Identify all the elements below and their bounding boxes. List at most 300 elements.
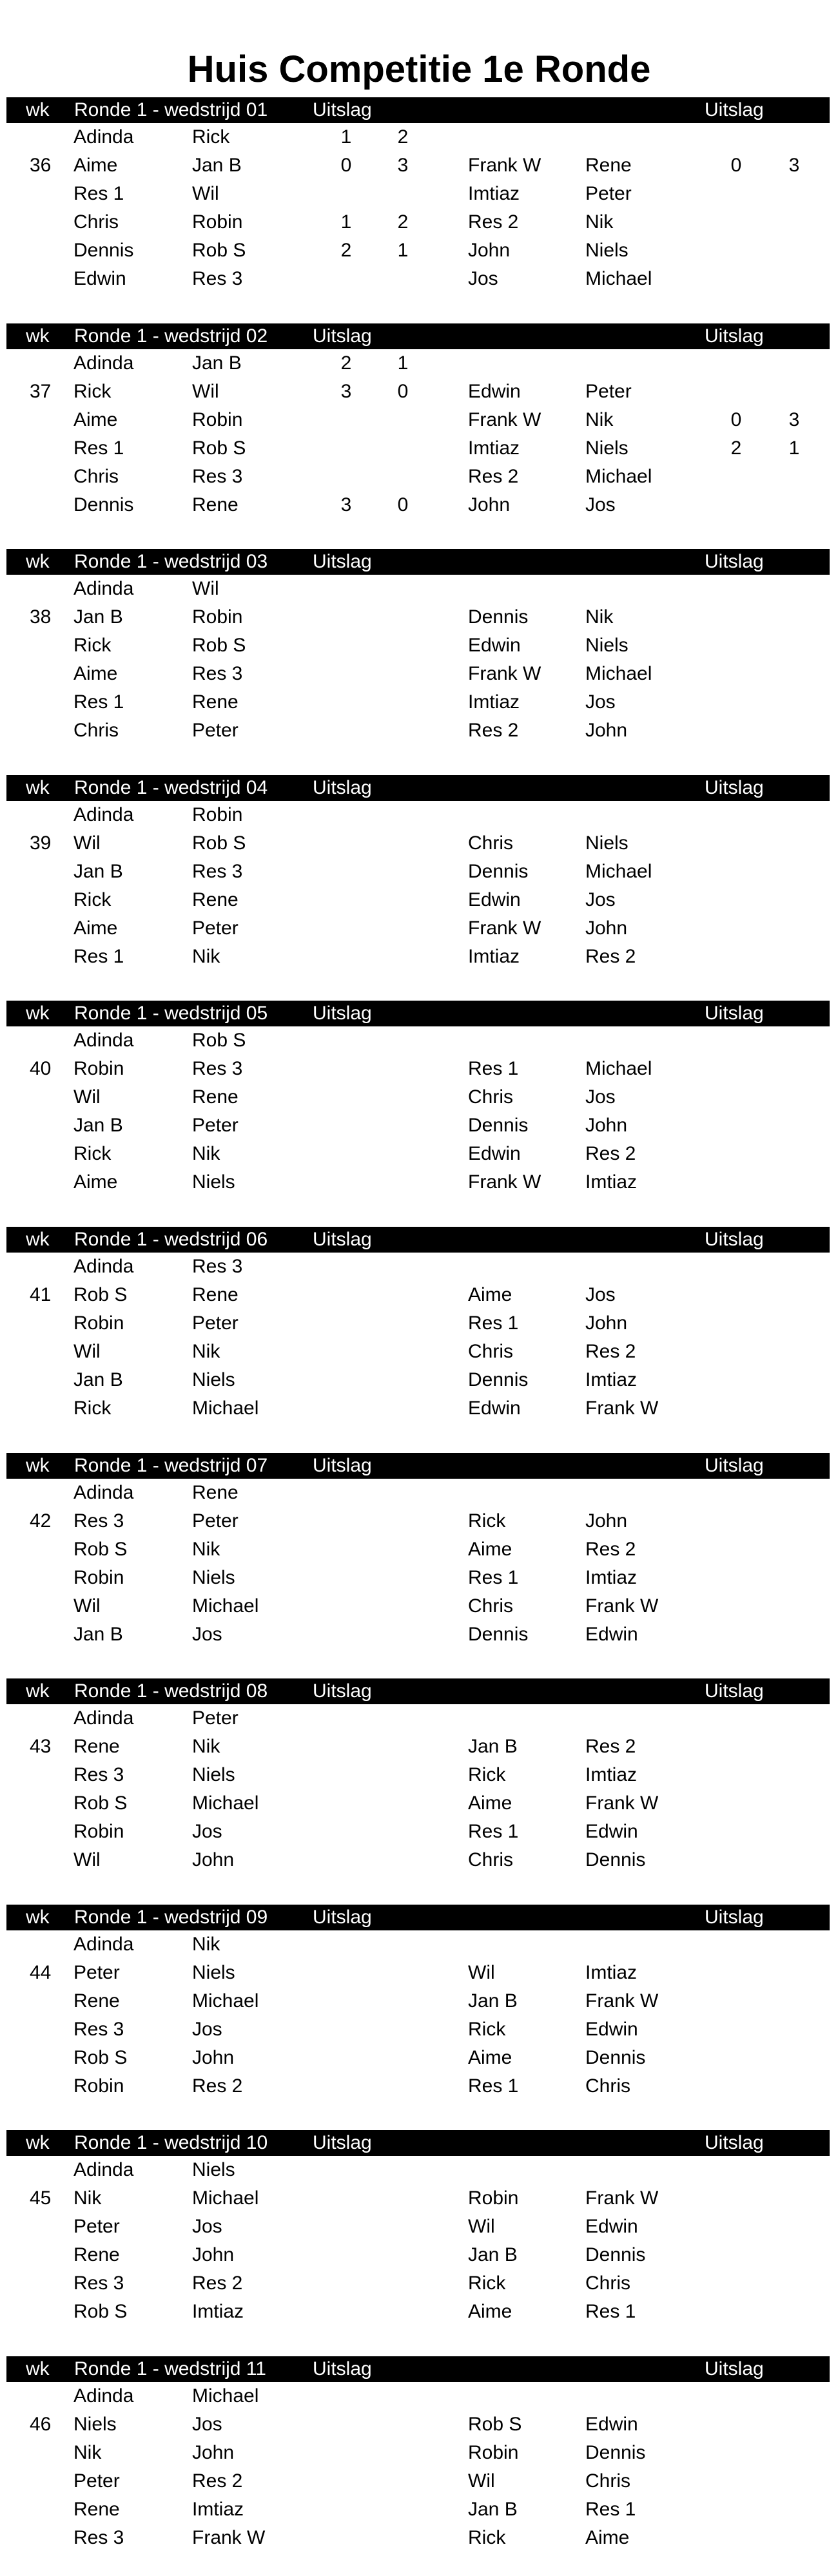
away-player-1: Nik	[192, 1341, 220, 1362]
away-player-1: Michael	[192, 1398, 259, 1419]
week-column-label: wk	[26, 1003, 50, 1024]
away-player-2: Jos	[585, 1284, 616, 1305]
home-player-2: Imtiaz	[468, 183, 520, 204]
week-column-label: wk	[26, 1906, 50, 1928]
match-row	[0, 1111, 838, 1140]
match-row	[0, 2410, 838, 2439]
round-title: Ronde 1 - wedstrijd 01	[74, 99, 268, 120]
home-player-1: Jan B	[73, 1115, 123, 1137]
home-player-1: Robin	[73, 1566, 124, 1588]
home-player-1: Chris	[73, 465, 119, 487]
match-row	[0, 2298, 838, 2326]
match-row	[0, 1704, 838, 1733]
away-player-1: Rob S	[192, 635, 246, 657]
away-player-1: Michael	[192, 1990, 259, 2012]
away-player-1: Jan B	[192, 352, 242, 374]
home-player-2: Dennis	[468, 860, 529, 882]
round-header	[6, 775, 830, 801]
away-player-2: Edwin	[585, 2018, 638, 2040]
week-number: 43	[30, 1736, 52, 1758]
away-player-1: Rene	[192, 1086, 239, 1108]
away-player-1: Robin	[192, 606, 243, 628]
match-row	[0, 1592, 838, 1620]
match-row	[0, 1535, 838, 1564]
away-player-2: Nik	[585, 211, 614, 233]
home-player-1: Rick	[73, 380, 112, 402]
match-row	[0, 180, 838, 208]
round-header	[6, 2356, 830, 2382]
round-block	[0, 2130, 838, 2350]
match-row	[0, 1620, 838, 1649]
result-label: Uitslag	[313, 1229, 372, 1250]
home-player-2: Rick	[468, 1510, 506, 1532]
away-player-2: Dennis	[585, 1849, 646, 1871]
home-player-2: Res 1	[468, 1821, 519, 1843]
home-player-2: Res 2	[468, 720, 519, 742]
away-player-2: Chris	[585, 2075, 631, 2097]
home-player-1: Res 1	[73, 691, 124, 713]
away-player-2: Jos	[585, 889, 616, 910]
week-column-label: wk	[26, 1454, 50, 1476]
home-player-2: Res 1	[468, 1058, 519, 1080]
score-home-2: 0	[730, 155, 742, 176]
result-label: Uitslag	[313, 1003, 372, 1024]
home-player-2: Chris	[468, 832, 514, 854]
away-player-1: Niels	[192, 1764, 235, 1786]
round-block	[0, 549, 838, 769]
match-row	[0, 349, 838, 378]
home-player-1: Aime	[73, 917, 118, 939]
home-player-2: Aime	[468, 1538, 512, 1560]
match-row	[0, 2439, 838, 2467]
home-player-2: John	[468, 494, 511, 515]
home-player-2: Dennis	[468, 1623, 529, 1645]
home-player-2: Dennis	[468, 1369, 529, 1390]
home-player-1: Adinda	[73, 578, 134, 600]
away-player-1: Res 3	[192, 465, 243, 487]
home-player-2: Res 2	[468, 465, 519, 487]
home-player-1: Res 3	[73, 2273, 124, 2294]
result-label: Uitslag	[705, 2132, 764, 2154]
result-label: Uitslag	[705, 325, 764, 347]
home-player-2: Rick	[468, 2273, 506, 2294]
round-title: Ronde 1 - wedstrijd 08	[74, 1680, 268, 1702]
home-player-1: Peter	[73, 2470, 120, 2492]
home-player-2: John	[468, 240, 511, 261]
round-title: Ronde 1 - wedstrijd 10	[74, 2132, 268, 2154]
result-label: Uitslag	[705, 776, 764, 798]
round-header	[6, 1453, 830, 1479]
away-player-1: Peter	[192, 1312, 239, 1334]
match-row	[0, 1959, 838, 1987]
week-number: 36	[30, 155, 52, 176]
away-player-2: Imtiaz	[585, 1171, 638, 1193]
match-row	[0, 265, 838, 293]
away-player-2: Edwin	[585, 2414, 638, 2435]
home-player-1: Rob S	[73, 1538, 128, 1560]
week-column-label: wk	[26, 2132, 50, 2154]
match-row	[0, 1507, 838, 1535]
match-row	[0, 1281, 838, 1309]
result-label: Uitslag	[313, 1454, 372, 1476]
away-player-2: Frank W	[585, 2187, 659, 2209]
round-block	[0, 775, 838, 995]
home-player-1: Adinda	[73, 352, 134, 374]
result-label: Uitslag	[705, 551, 764, 573]
away-player-1: Niels	[192, 2159, 235, 2181]
home-player-2: Wil	[468, 1961, 495, 1983]
home-player-2: Chris	[468, 1595, 514, 1617]
round-title: Ronde 1 - wedstrijd 09	[74, 1906, 268, 1928]
match-row	[0, 943, 838, 971]
match-row	[0, 2269, 838, 2298]
match-row	[0, 1253, 838, 1281]
home-player-2: Rick	[468, 1764, 506, 1786]
home-player-1: Niels	[73, 2414, 117, 2435]
result-label: Uitslag	[705, 99, 764, 120]
away-player-2: Edwin	[585, 1623, 638, 1645]
home-player-1: Chris	[73, 720, 119, 742]
away-player-1: Michael	[192, 1793, 259, 1814]
home-player-2: Rick	[468, 2527, 506, 2548]
away-player-1: Niels	[192, 1171, 235, 1193]
page-title: Huis Competitie 1e Ronde	[187, 48, 651, 90]
away-player-2: Frank W	[585, 1595, 659, 1617]
round-title: Ronde 1 - wedstrijd 02	[74, 325, 268, 347]
away-player-1: Res 3	[192, 268, 243, 289]
home-player-1: Rob S	[73, 2301, 128, 2323]
home-player-2: Chris	[468, 1849, 514, 1871]
home-player-2: Edwin	[468, 635, 521, 657]
home-player-1: Rick	[73, 889, 112, 910]
match-row	[0, 434, 838, 463]
home-player-1: Res 3	[73, 2527, 124, 2548]
home-player-2: Res 1	[468, 1312, 519, 1334]
result-label: Uitslag	[313, 1906, 372, 1928]
match-row	[0, 914, 838, 943]
home-player-1: Adinda	[73, 2159, 134, 2181]
away-player-2: Jos	[585, 494, 616, 515]
home-player-1: Jan B	[73, 606, 123, 628]
away-player-1: Res 2	[192, 2075, 243, 2097]
round-block	[0, 97, 838, 317]
away-player-2: Frank W	[585, 1398, 659, 1419]
home-player-1: Rob S	[73, 2046, 128, 2068]
away-player-1: Rob S	[192, 437, 246, 459]
away-player-1: Nik	[192, 1933, 220, 1955]
match-row	[0, 2156, 838, 2184]
away-player-2: Michael	[585, 860, 652, 882]
home-player-2: Chris	[468, 1086, 514, 1108]
home-player-1: Wil	[73, 832, 101, 854]
match-row	[0, 1366, 838, 1394]
away-player-2: Nik	[585, 409, 614, 430]
home-player-1: Robin	[73, 1312, 124, 1334]
match-row	[0, 1140, 838, 1168]
score-away-1: 1	[397, 240, 409, 261]
home-player-2: Imtiaz	[468, 437, 520, 459]
home-player-1: Rick	[73, 1398, 112, 1419]
match-row	[0, 378, 838, 406]
away-player-1: Nik	[192, 1736, 220, 1758]
match-row	[0, 801, 838, 829]
home-player-2: Edwin	[468, 380, 521, 402]
away-player-1: Robin	[192, 803, 243, 825]
match-row	[0, 236, 838, 265]
away-player-2: Imtiaz	[585, 1764, 638, 1786]
match-row	[0, 1338, 838, 1366]
round-block	[0, 1001, 838, 1220]
away-player-1: Rene	[192, 691, 239, 713]
match-row	[0, 1761, 838, 1789]
result-label: Uitslag	[705, 1680, 764, 1702]
away-player-2: Niels	[585, 635, 628, 657]
home-player-1: Adinda	[73, 2385, 134, 2407]
result-label: Uitslag	[313, 2358, 372, 2379]
away-player-2: Aime	[585, 2527, 630, 2548]
away-player-1: John	[192, 2442, 235, 2463]
match-row	[0, 151, 838, 180]
week-number: 39	[30, 832, 52, 854]
round-block	[0, 1905, 838, 2124]
match-row	[0, 2382, 838, 2410]
away-player-1: Jan B	[192, 155, 242, 176]
away-player-1: Wil	[192, 380, 219, 402]
home-player-1: Wil	[73, 1849, 101, 1871]
away-player-2: Imtiaz	[585, 1369, 638, 1390]
away-player-1: Nik	[192, 1143, 220, 1165]
away-player-2: Chris	[585, 2470, 631, 2492]
home-player-2: Edwin	[468, 1143, 521, 1165]
home-player-1: Aime	[73, 155, 118, 176]
away-player-1: Wil	[192, 578, 219, 600]
match-row	[0, 2072, 838, 2100]
score-away-1: 1	[397, 352, 409, 374]
week-column-label: wk	[26, 2358, 50, 2379]
home-player-1: Res 1	[73, 945, 124, 967]
home-player-2: Jos	[468, 268, 498, 289]
away-player-1: Imtiaz	[192, 2301, 244, 2323]
away-player-2: Niels	[585, 437, 628, 459]
home-player-1: Wil	[73, 1595, 101, 1617]
home-player-1: Adinda	[73, 1933, 134, 1955]
home-player-1: Adinda	[73, 803, 134, 825]
match-row	[0, 1168, 838, 1197]
away-player-1: Rick	[192, 126, 230, 148]
away-player-2: Niels	[585, 240, 628, 261]
score-away-1: 2	[397, 211, 409, 233]
round-title: Ronde 1 - wedstrijd 11	[74, 2358, 266, 2379]
away-player-1: Jos	[192, 2414, 222, 2435]
away-player-2: John	[585, 1115, 628, 1137]
result-label: Uitslag	[705, 1229, 764, 1250]
home-player-2: Frank W	[468, 1171, 541, 1193]
match-row	[0, 2495, 838, 2524]
home-player-1: Aime	[73, 1171, 118, 1193]
away-player-2: Michael	[585, 663, 652, 685]
away-player-2: Jos	[585, 1086, 616, 1108]
home-player-2: Res 1	[468, 2075, 519, 2097]
away-player-2: Michael	[585, 1058, 652, 1080]
home-player-1: Res 1	[73, 437, 124, 459]
result-label: Uitslag	[705, 1454, 764, 1476]
week-number: 40	[30, 1058, 52, 1080]
result-label: Uitslag	[313, 99, 372, 120]
away-player-1: Rob S	[192, 240, 246, 261]
match-row	[0, 886, 838, 914]
result-label: Uitslag	[705, 1003, 764, 1024]
away-player-1: Niels	[192, 1961, 235, 1983]
result-label: Uitslag	[313, 2132, 372, 2154]
away-player-1: Res 2	[192, 2273, 243, 2294]
away-player-1: Michael	[192, 2187, 259, 2209]
week-number: 42	[30, 1510, 52, 1532]
home-player-1: Aime	[73, 409, 118, 430]
match-row	[0, 463, 838, 491]
week-column-label: wk	[26, 551, 50, 573]
round-title: Ronde 1 - wedstrijd 05	[74, 1003, 268, 1024]
score-home-1: 3	[340, 494, 352, 515]
match-row	[0, 2524, 838, 2552]
home-player-1: Rene	[73, 1736, 120, 1758]
home-player-2: Res 1	[468, 1566, 519, 1588]
away-player-1: Res 3	[192, 1058, 243, 1080]
home-player-1: Rene	[73, 2244, 120, 2266]
away-player-1: Imtiaz	[192, 2499, 244, 2520]
week-column-label: wk	[26, 99, 50, 120]
away-player-1: Rob S	[192, 832, 246, 854]
match-row	[0, 1789, 838, 1818]
round-header	[6, 1905, 830, 1930]
away-player-1: John	[192, 1849, 235, 1871]
round-title: Ronde 1 - wedstrijd 06	[74, 1229, 268, 1250]
week-column-label: wk	[26, 325, 50, 347]
score-away-1: 2	[397, 126, 409, 148]
away-player-2: Res 2	[585, 1538, 636, 1560]
away-player-1: Wil	[192, 183, 219, 204]
result-label: Uitslag	[313, 551, 372, 573]
score-home-1: 3	[340, 380, 352, 402]
away-player-1: Peter	[192, 720, 239, 742]
home-player-1: Adinda	[73, 1481, 134, 1503]
home-player-2: Chris	[468, 1341, 514, 1362]
match-row	[0, 2241, 838, 2269]
score-away-1: 0	[397, 494, 409, 515]
score-home-2: 0	[730, 409, 742, 430]
away-player-1: John	[192, 2046, 235, 2068]
away-player-2: Edwin	[585, 2216, 638, 2238]
home-player-2: Jan B	[468, 1990, 518, 2012]
away-player-2: John	[585, 1312, 628, 1334]
away-player-1: Jos	[192, 2018, 222, 2040]
away-player-2: John	[585, 720, 628, 742]
match-row	[0, 2015, 838, 2044]
home-player-1: Adinda	[73, 126, 134, 148]
home-player-2: Jan B	[468, 1736, 518, 1758]
home-player-1: Jan B	[73, 1623, 123, 1645]
away-player-1: Niels	[192, 1566, 235, 1588]
match-row	[0, 1818, 838, 1846]
away-player-2: Dennis	[585, 2442, 646, 2463]
away-player-2: Res 1	[585, 2301, 636, 2323]
home-player-1: Jan B	[73, 860, 123, 882]
round-header	[6, 1001, 830, 1026]
match-row	[0, 406, 838, 434]
home-player-2: Jan B	[468, 2499, 518, 2520]
home-player-1: Res 3	[73, 2018, 124, 2040]
home-player-1: Robin	[73, 1821, 124, 1843]
away-player-2: Rene	[585, 155, 632, 176]
home-player-2: Aime	[468, 2301, 512, 2323]
home-player-1: Rene	[73, 2499, 120, 2520]
away-player-2: Jos	[585, 691, 616, 713]
away-player-2: Imtiaz	[585, 1566, 638, 1588]
score-away-2: 3	[788, 409, 800, 430]
match-row	[0, 631, 838, 660]
away-player-2: Dennis	[585, 2244, 646, 2266]
away-player-1: Rene	[192, 1284, 239, 1305]
week-number: 46	[30, 2414, 52, 2435]
round-title: Ronde 1 - wedstrijd 07	[74, 1454, 268, 1476]
match-row	[0, 1846, 838, 1874]
round-header	[6, 2130, 830, 2156]
home-player-1: Rick	[73, 635, 112, 657]
away-player-2: Edwin	[585, 1821, 638, 1843]
away-player-1: Rene	[192, 889, 239, 910]
away-player-1: Peter	[192, 917, 239, 939]
away-player-1: John	[192, 2244, 235, 2266]
away-player-1: Rob S	[192, 1030, 246, 1052]
away-player-1: Rene	[192, 1481, 239, 1503]
home-player-1: Rick	[73, 1143, 112, 1165]
home-player-1: Res 3	[73, 1510, 124, 1532]
away-player-2: Chris	[585, 2273, 631, 2294]
score-home-1: 1	[340, 126, 352, 148]
match-row	[0, 1733, 838, 1761]
home-player-1: Wil	[73, 1341, 101, 1362]
away-player-2: Frank W	[585, 1990, 659, 2012]
away-player-2: Peter	[585, 380, 632, 402]
match-row	[0, 2213, 838, 2241]
score-home-1: 2	[340, 240, 352, 261]
away-player-2: Nik	[585, 606, 614, 628]
home-player-2: Frank W	[468, 663, 541, 685]
result-label: Uitslag	[705, 2358, 764, 2379]
away-player-1: Peter	[192, 1707, 239, 1729]
result-label: Uitslag	[313, 776, 372, 798]
home-player-1: Robin	[73, 1058, 124, 1080]
result-label: Uitslag	[705, 1906, 764, 1928]
away-player-2: Res 2	[585, 1143, 636, 1165]
round-block	[0, 2356, 838, 2576]
match-row	[0, 1026, 838, 1055]
home-player-1: Rob S	[73, 1284, 128, 1305]
home-player-1: Adinda	[73, 1707, 134, 1729]
round-block	[0, 323, 838, 543]
away-player-2: Michael	[585, 268, 652, 289]
home-player-2: Frank W	[468, 155, 541, 176]
match-row	[0, 2184, 838, 2213]
home-player-1: Adinda	[73, 1256, 134, 1277]
match-row	[0, 1309, 838, 1338]
match-row	[0, 1479, 838, 1507]
week-number: 45	[30, 2187, 52, 2209]
match-row	[0, 688, 838, 716]
away-player-2: Michael	[585, 465, 652, 487]
away-player-2: Res 1	[585, 2499, 636, 2520]
match-row	[0, 2044, 838, 2072]
home-player-1: Jan B	[73, 1369, 123, 1390]
